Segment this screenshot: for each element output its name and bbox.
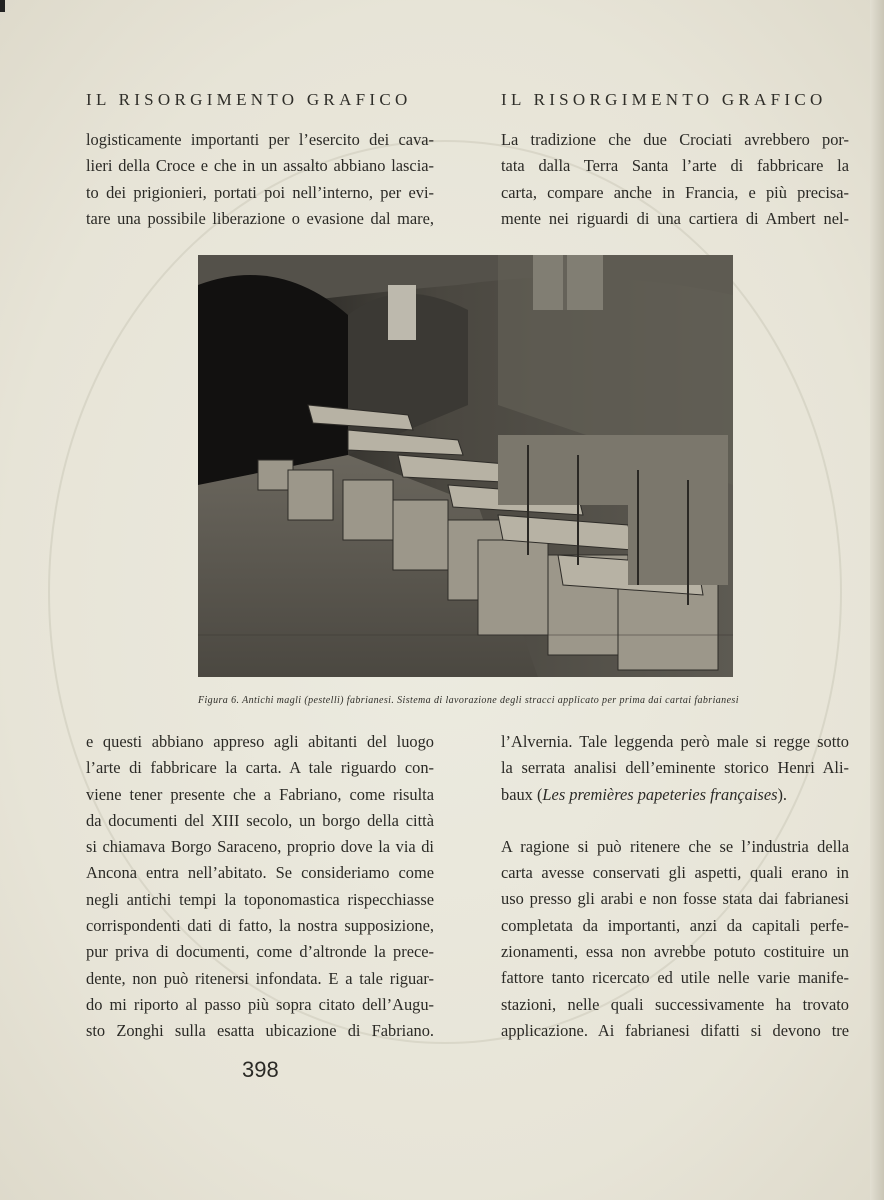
text-line: zionamenti, essa non avrebbe potuto costituire un bbox=[501, 942, 849, 962]
text-line: negli antichi tempi la toponomastica rispecchiasse bbox=[86, 889, 434, 909]
text-line: La tradizione che due Crociati avrebbero por- bbox=[501, 130, 849, 149]
running-head-left: IL RISORGIMENTO GRAFICO bbox=[86, 90, 412, 109]
corner-mark bbox=[0, 0, 5, 12]
book-title-italic: Les premières papeteries françaises bbox=[542, 784, 778, 804]
running-head-right: IL RISORGIMENTO GRAFICO bbox=[501, 90, 827, 109]
text-fragment: ). bbox=[777, 784, 788, 804]
text-line: sto Zonghi sulla esatta ubicazione di Fabriano. bbox=[86, 1021, 434, 1041]
text-column-bottom-right bbox=[501, 729, 849, 1044]
text-line: carta avesse conservati gli aspetti, quali erano in bbox=[501, 863, 849, 883]
text-line: tare una possibile liberazione o evasione dal mare, bbox=[86, 208, 434, 228]
photo-illustration bbox=[198, 255, 733, 677]
text-line: la serrata analisi dell’eminente storico Henri Ali- bbox=[501, 758, 849, 778]
text-line: corrispondenti dati di fatto, la nostra supposizione, bbox=[86, 916, 434, 936]
text-line: A ragione si può ritenere che se l’industria della bbox=[501, 836, 849, 856]
text-line: viene tener presente che a Fabriano, come risulta bbox=[86, 784, 434, 804]
text-line: si chiamava Borgo Saraceno, proprio dove la via di bbox=[86, 837, 434, 857]
figure-caption: Figura 6. Antichi magli (pestelli) fabrianesi. Sistema di lavorazione degli stracci applicato per prima dai cartai fabrianesi bbox=[198, 695, 739, 706]
figure-photo-paper-mill-hammers bbox=[198, 255, 733, 677]
text-line: completata da importanti, anzi da capitali perfe- bbox=[501, 915, 849, 935]
text-line: fattore tanto ricercato ed utile nelle varie manife- bbox=[501, 968, 849, 988]
text-line: mente nei riguardi di una cartiera di Ambert nel- bbox=[501, 208, 849, 228]
text-line: e questi abbiano appreso agli abitanti del luogo bbox=[86, 732, 434, 751]
text-column-top-left bbox=[86, 127, 434, 232]
text-column-bottom-left bbox=[86, 729, 434, 1045]
text-column-top-right bbox=[501, 127, 849, 232]
text-line: to dei prigionieri, portati poi nell’interno, per evi- bbox=[86, 182, 434, 202]
text-line: stazioni, nelle quali successivamente ha trovato bbox=[501, 994, 849, 1014]
text-line: Ancona entra nell’abitato. Se consideriamo come bbox=[86, 863, 434, 883]
text-line: da documenti del XIII secolo, un borgo della città bbox=[86, 810, 434, 830]
text-line: tata dalla Terra Santa l’arte di fabbricare la bbox=[501, 156, 849, 176]
text-line: l’arte di fabbricare la carta. A tale riguardo con- bbox=[86, 758, 434, 778]
page-spine-shadow bbox=[870, 0, 884, 1200]
text-line: uso presso gli arabi e non fosse stata dai fabrianesi bbox=[501, 889, 849, 909]
text-line: applicazione. Ai fabrianesi difatti si devono tre bbox=[501, 1020, 849, 1040]
text-line: dente, non può ritenersi infondata. E a tale riguar- bbox=[86, 968, 434, 988]
text-fragment: baux ( bbox=[501, 784, 543, 804]
text-line: logisticamente importanti per l’esercito dei cava- bbox=[86, 130, 434, 149]
text-line-with-italic-title bbox=[501, 782, 849, 808]
text-line: l’Alvernia. Tale leggenda però male si regge sotto bbox=[501, 732, 849, 751]
text-line: pur priva di documenti, come d’altronde la prece- bbox=[86, 942, 434, 962]
paragraph-gap bbox=[501, 808, 849, 834]
text-line: lieri della Croce e che in un assalto abbiano lascia- bbox=[86, 156, 434, 176]
text-line: carta, compare anche in Francia, e più precisa- bbox=[501, 182, 849, 202]
text-line: do mi riporto al passo più sopra citato dell’Augu- bbox=[86, 994, 434, 1014]
page-number: 398 bbox=[242, 1057, 279, 1082]
